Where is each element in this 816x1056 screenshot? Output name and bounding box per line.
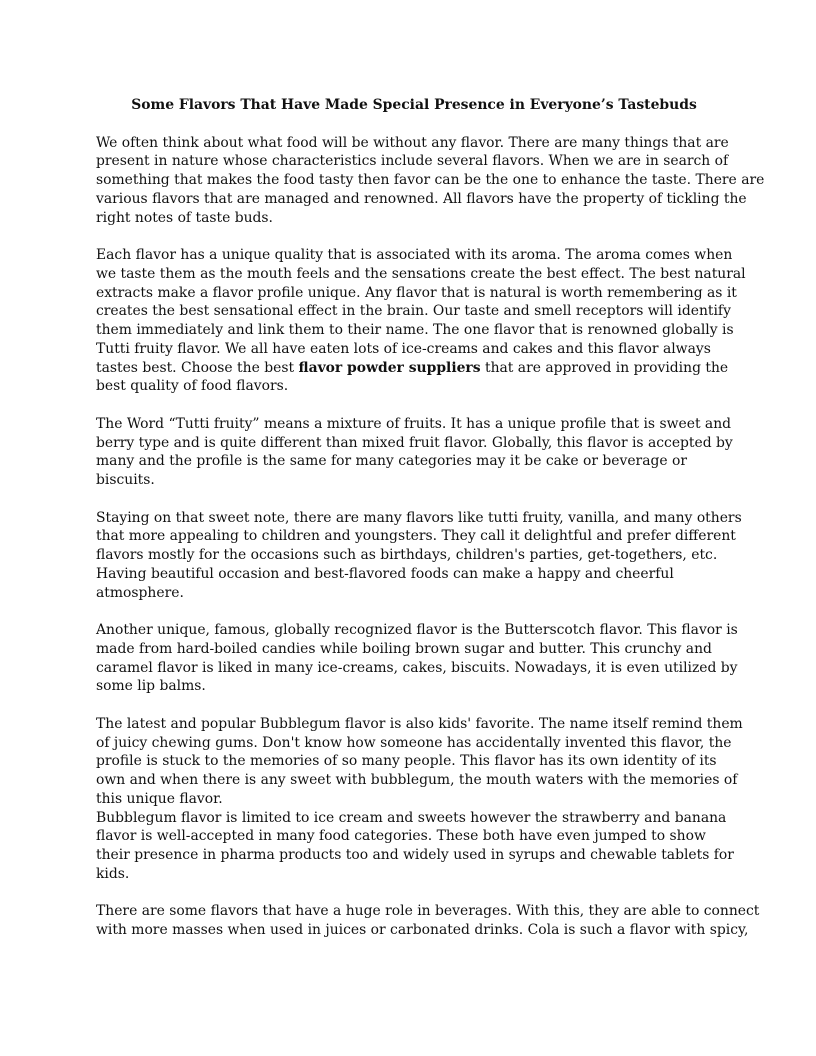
text-fragment: that are approved in providing the bbox=[480, 359, 729, 376]
text-line: Another unique, famous, globally recognized flavor is the Butterscotch flavor. This flavor is bbox=[96, 622, 738, 638]
text-line: flavors mostly for the occasions such as birthdays, children's parties, get-togethers, etc. bbox=[96, 547, 718, 563]
text-fragment: tastes best. Choose the best bbox=[96, 359, 299, 376]
text-line: we taste them as the mouth feels and the sensations create the best effect. The best natural bbox=[96, 265, 746, 282]
text-line: Each flavor has a unique quality that is associated with its aroma. The aroma comes when bbox=[96, 247, 733, 263]
paragraph-bubblegum bbox=[96, 715, 743, 809]
text-line: extracts make a flavor profile unique. Any flavor that is natural is worth remembering as it bbox=[96, 284, 737, 301]
text-line: kids. bbox=[96, 865, 130, 882]
text-line: their presence in pharma products too and widely used in syrups and chewable tablets for bbox=[96, 847, 734, 863]
text-line: There are some flavors that have a huge role in beverages. With this, they are able to connect bbox=[96, 903, 760, 920]
text-line: flavor is well-accepted in many food categories. These both have even jumped to show bbox=[96, 828, 706, 845]
text-line: made from hard-boiled candies while boiling brown sugar and butter. This crunchy and bbox=[96, 640, 712, 657]
document-page bbox=[96, 96, 765, 959]
text-line: various flavors that are managed and renowned. All flavors have the property of tickling the bbox=[96, 190, 747, 207]
paragraph-sweet-note bbox=[96, 509, 742, 603]
text-line: them immediately and link them to their name. The one flavor that is renowned globally is bbox=[96, 322, 734, 338]
text-line: berry type and is quite different than mixed fruit flavor. Globally, this flavor is accepted by bbox=[96, 434, 733, 451]
paragraph-beverages bbox=[96, 902, 760, 940]
paragraph-aroma bbox=[96, 246, 746, 396]
text-line: with more masses when used in juices or carbonated drinks. Cola is such a flavor with spicy, bbox=[96, 922, 749, 938]
text-line: some lip balms. bbox=[96, 678, 206, 695]
paragraph-strawberry-banana bbox=[96, 809, 732, 884]
text-line: profile is stuck to the memories of so many people. This flavor has its own identity of its bbox=[96, 753, 717, 770]
text-line: creates the best sensational effect in the brain. Our taste and smell receptors will identify bbox=[96, 303, 731, 320]
paragraph-tutti-fruity bbox=[96, 415, 732, 490]
document-title: Some Flavors That Have Made Special Presence in Everyone’s Tastebuds bbox=[131, 97, 697, 113]
text-line bbox=[96, 359, 732, 378]
text-line: best quality of food flavors. bbox=[96, 378, 289, 395]
text-line: Staying on that sweet note, there are many flavors like tutti fruity, vanilla, and many others bbox=[96, 509, 742, 526]
text-line: We often think about what food will be without any flavor. There are many things that are bbox=[96, 134, 729, 151]
text-line: The Word “Tutti fruity” means a mixture of fruits. It has a unique profile that is sweet and bbox=[96, 415, 732, 432]
text-line: that more appealing to children and youngsters. They call it delightful and prefer different bbox=[96, 528, 736, 545]
text-line: present in nature whose characteristics include several flavors. When we are in search of bbox=[96, 153, 729, 170]
text-line: caramel flavor is liked in many ice-creams, cakes, biscuits. Nowadays, it is even utilized by bbox=[96, 659, 738, 676]
text-line: The latest and popular Bubblegum flavor is also kids' favorite. The name itself remind them bbox=[96, 715, 743, 732]
text-line: atmosphere. bbox=[96, 584, 184, 601]
text-line: this unique flavor. bbox=[96, 790, 223, 807]
text-line: many and the profile is the same for many categories may it be cake or beverage or bbox=[96, 453, 688, 470]
text-line: Tutti fruity flavor. We all have eaten lots of ice-creams and cakes and this flavor always bbox=[96, 340, 711, 357]
text-line: of juicy chewing gums. Don't know how someone has accidentally invented this flavor, the bbox=[96, 734, 732, 751]
text-line: Bubblegum flavor is limited to ice cream and sweets however the strawberry and banana bbox=[96, 809, 727, 826]
flavor-powder-suppliers-link[interactable]: flavor powder suppliers bbox=[298, 359, 481, 376]
text-line: own and when there is any sweet with bubblegum, the mouth waters with the memories of bbox=[96, 772, 738, 788]
text-line: right notes of taste buds. bbox=[96, 209, 273, 226]
paragraph-intro bbox=[96, 134, 765, 228]
paragraph-butterscotch bbox=[96, 621, 738, 696]
text-line: biscuits. bbox=[96, 472, 155, 488]
text-line: Having beautiful occasion and best-flavored foods can make a happy and cheerful bbox=[96, 565, 674, 582]
text-line: something that makes the food tasty then favor can be the one to enhance the taste. There are bbox=[96, 172, 765, 188]
